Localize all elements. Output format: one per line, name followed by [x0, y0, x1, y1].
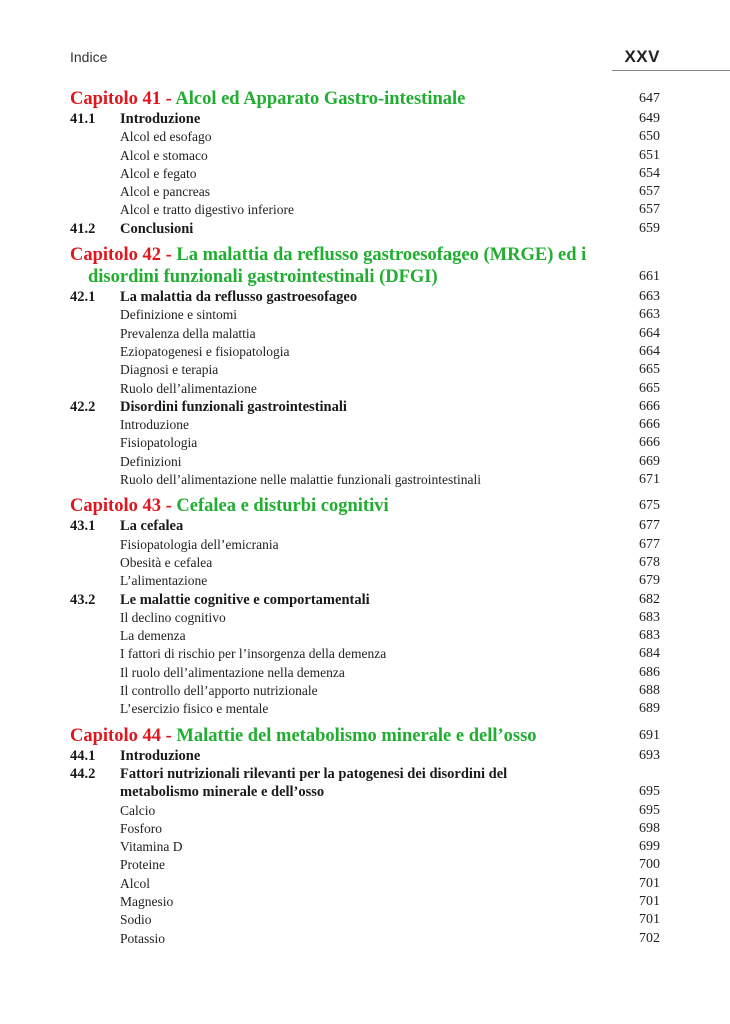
- subsection-page: 651: [639, 147, 660, 163]
- subsection-entry: [70, 700, 660, 718]
- section-title: La malattia da reflusso gastroesofageo: [120, 289, 358, 306]
- chapter-block: [70, 244, 660, 489]
- chapter-heading: [70, 244, 660, 288]
- chapter-page: 691: [639, 727, 660, 743]
- page-number-roman: XXV: [624, 47, 660, 66]
- header-rule: [612, 70, 730, 71]
- subsection-entry: [70, 183, 660, 201]
- subsection-entry: [70, 645, 660, 663]
- subsection-title: Alcol e tratto digestivo inferiore: [120, 202, 294, 218]
- subsection-page: 657: [639, 202, 660, 218]
- subsection-title: L’esercizio fisico e mentale: [120, 701, 269, 717]
- chapter-page: 661: [639, 269, 660, 285]
- subsection-title: Fisiopatologia: [120, 435, 198, 451]
- subsection-entry: [70, 609, 660, 627]
- subsection-title: Alcol: [120, 875, 150, 891]
- subsection-entry: [70, 664, 660, 682]
- subsection-title: La demenza: [120, 628, 186, 644]
- subsection-page: 702: [639, 930, 660, 946]
- section-entry: [70, 517, 660, 535]
- subsection-entry: [70, 572, 660, 590]
- chapter-block: [70, 725, 660, 948]
- subsection-title: Sodio: [120, 912, 152, 928]
- subsection-title: Alcol e pancreas: [120, 184, 210, 200]
- subsection-page: 665: [639, 380, 660, 396]
- subsection-title: Alcol ed esofago: [120, 129, 212, 145]
- subsection-title: I fattori di rischio per l’insorgenza della demenza: [120, 646, 387, 662]
- chapter-number: Capitolo 44: [70, 725, 161, 746]
- subsection-title: Vitamina D: [120, 839, 183, 855]
- chapter-title: Cefalea e disturbi cognitivi: [176, 496, 389, 517]
- subsection-page: 650: [639, 129, 660, 145]
- subsection-title: Prevalenza della malattia: [120, 325, 256, 341]
- section-entry: [70, 398, 660, 416]
- subsection-title: Alcol e stomaco: [120, 147, 208, 163]
- subsection-title: Definizioni: [120, 453, 182, 469]
- subsection-title: Fisiopatologia dell’emicrania: [120, 536, 279, 552]
- subsection-title: Il ruolo dell’alimentazione nella demenza: [120, 664, 345, 680]
- section-number: 41.2: [70, 220, 96, 237]
- subsection-title: Ruolo dell’alimentazione nelle malattie funzionali gastrointestinali: [120, 472, 482, 488]
- chapter-number: Capitolo 41: [70, 89, 161, 109]
- subsection-entry: [70, 536, 660, 554]
- section-entry: [70, 220, 660, 238]
- section-title: La cefalea: [120, 518, 184, 535]
- subsection-page: 686: [639, 664, 660, 680]
- subsection-entry: [70, 911, 660, 929]
- section-entry: [70, 591, 660, 609]
- running-head: Indice: [70, 49, 108, 65]
- section-page: 649: [639, 111, 660, 126]
- subsection-title: Calcio: [120, 802, 156, 818]
- subsection-page: 665: [639, 362, 660, 378]
- subsection-title: Il controllo dell’apporto nutrizionale: [120, 683, 318, 699]
- section-title: Le malattie cognitive e comportamentali: [120, 591, 370, 608]
- subsection-entry: [70, 306, 660, 324]
- subsection-title: Il declino cognitivo: [120, 609, 226, 625]
- subsection-entry: [70, 893, 660, 911]
- subsection-entry: [70, 128, 660, 146]
- section-entry: [70, 110, 660, 128]
- subsection-title: Definizione e sintomi: [120, 307, 237, 323]
- chapter-number: Capitolo 43: [70, 496, 161, 517]
- chapter-title: Malattie del metabolismo minerale e dell’osso: [176, 725, 537, 746]
- chapter-heading: [70, 88, 660, 110]
- subsection-entry: [70, 802, 660, 820]
- subsection-entry: [70, 380, 660, 398]
- section-number: 44.1: [70, 747, 96, 764]
- chapter-page: 647: [639, 91, 660, 106]
- table-of-contents: [70, 88, 660, 948]
- chapter-separator: -: [160, 496, 177, 517]
- section-title: Conclusioni: [120, 220, 194, 237]
- section-number: 41.1: [70, 111, 96, 127]
- section-number: 43.2: [70, 591, 96, 608]
- chapter-block: [70, 88, 660, 238]
- subsection-entry: [70, 471, 660, 489]
- subsection-title: Obesità e cefalea: [120, 554, 213, 570]
- chapter-page: 675: [639, 498, 660, 514]
- section-page: 659: [639, 220, 660, 236]
- subsection-title: Magnesio: [120, 893, 174, 909]
- subsection-title: Potassio: [120, 930, 166, 946]
- chapter-title: Alcol ed Apparato Gastro-intestinale: [175, 89, 466, 109]
- subsection-page: 683: [639, 609, 660, 625]
- subsection-entry: [70, 165, 660, 183]
- subsection-entry: [70, 930, 660, 948]
- section-page: 663: [639, 289, 660, 305]
- subsection-page: 701: [639, 875, 660, 891]
- section-page: 695: [639, 784, 660, 800]
- subsection-page: 701: [639, 893, 660, 909]
- section-page: 677: [639, 518, 660, 534]
- subsection-page: 684: [639, 646, 660, 662]
- subsection-page: 666: [639, 435, 660, 451]
- subsection-title: Introduzione: [120, 417, 189, 433]
- subsection-page: 654: [639, 165, 660, 181]
- subsection-title: L’alimentazione: [120, 573, 208, 589]
- subsection-entry: [70, 820, 660, 838]
- subsection-entry: [70, 147, 660, 165]
- section-number: 44.2: [70, 765, 96, 782]
- subsection-page: 666: [639, 417, 660, 433]
- subsection-page: 663: [639, 307, 660, 323]
- subsection-page: 678: [639, 554, 660, 570]
- subsection-page: 669: [639, 453, 660, 469]
- section-entry: [70, 765, 660, 802]
- subsection-page: 688: [639, 683, 660, 699]
- subsection-entry: [70, 201, 660, 219]
- section-title: Introduzione: [120, 111, 201, 127]
- subsection-page: 677: [639, 536, 660, 552]
- subsection-entry: [70, 554, 660, 572]
- subsection-page: 695: [639, 802, 660, 818]
- subsection-page: 657: [639, 184, 660, 200]
- section-title: Disordini funzionali gastrointestinali: [120, 398, 347, 415]
- chapter-separator: -: [160, 725, 177, 746]
- subsection-page: 683: [639, 628, 660, 644]
- subsection-page: 698: [639, 820, 660, 836]
- subsection-entry: [70, 838, 660, 856]
- section-title: Introduzione: [120, 747, 201, 764]
- subsection-page: 699: [639, 839, 660, 855]
- subsection-entry: [70, 361, 660, 379]
- subsection-entry: [70, 434, 660, 452]
- subsection-entry: [70, 682, 660, 700]
- subsection-page: 700: [639, 857, 660, 873]
- chapter-separator: -: [160, 245, 177, 266]
- chapter-separator: -: [160, 89, 176, 109]
- chapter-title-continued: disordini funzionali gastrointestinali (DFGI): [88, 267, 438, 288]
- page-header: [70, 47, 660, 71]
- subsection-entry: [70, 453, 660, 471]
- subsection-title: Diagnosi e terapia: [120, 362, 219, 378]
- chapter-number: Capitolo 42: [70, 245, 161, 266]
- subsection-entry: [70, 627, 660, 645]
- chapter-heading: [70, 725, 660, 747]
- subsection-entry: [70, 856, 660, 874]
- section-page: 666: [639, 398, 660, 414]
- subsection-title: Fosforo: [120, 820, 163, 836]
- subsection-title: Alcol e fegato: [120, 165, 197, 181]
- subsection-page: 679: [639, 573, 660, 589]
- subsection-title: Ruolo dell’alimentazione: [120, 380, 257, 396]
- subsection-page: 689: [639, 701, 660, 717]
- subsection-page: 701: [639, 912, 660, 928]
- chapter-heading: [70, 495, 660, 517]
- section-entry: [70, 747, 660, 765]
- section-number: 42.1: [70, 289, 96, 306]
- subsection-page: 671: [639, 472, 660, 488]
- subsection-entry: [70, 875, 660, 893]
- subsection-entry: [70, 343, 660, 361]
- section-title: Fattori nutrizionali rilevanti per la patogenesi dei disordini del: [120, 765, 508, 782]
- section-number: 43.1: [70, 518, 96, 535]
- section-title-continued: metabolismo minerale e dell’osso: [120, 784, 325, 801]
- chapter-block: [70, 495, 660, 718]
- section-number: 42.2: [70, 398, 96, 415]
- chapter-title: La malattia da reflusso gastroesofageo (MRGE) ed i: [176, 245, 587, 266]
- section-page: 682: [639, 591, 660, 607]
- subsection-entry: [70, 325, 660, 343]
- subsection-title: Eziopatogenesi e fisiopatologia: [120, 343, 290, 359]
- subsection-entry: [70, 416, 660, 434]
- subsection-title: Proteine: [120, 857, 165, 873]
- subsection-page: 664: [639, 343, 660, 359]
- section-entry: [70, 288, 660, 306]
- subsection-page: 664: [639, 325, 660, 341]
- section-page: 693: [639, 747, 660, 763]
